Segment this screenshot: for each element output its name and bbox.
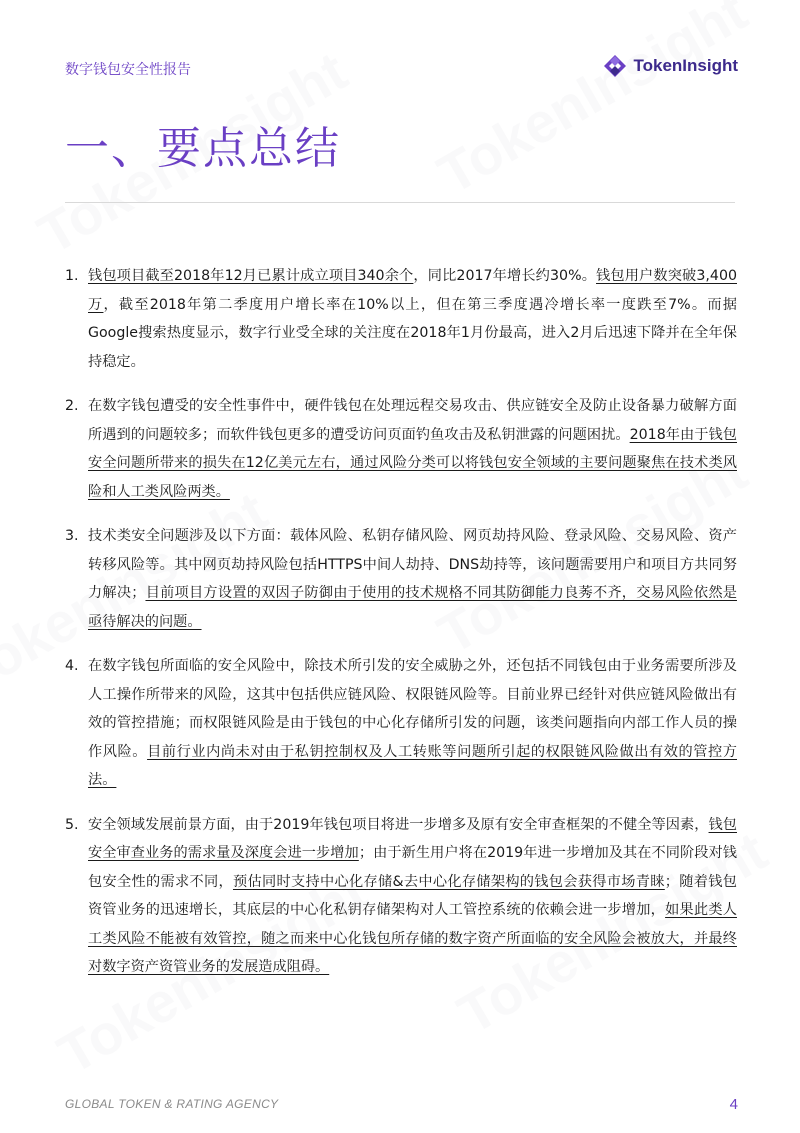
text-segment: 在数字钱包所面临的安全风险中，除技术所引发的安全威胁之外，还包括不同钱包由于业务需要所涉及人工操作所带来的风险，这其中包括供应链风险、权限链风险等。目前业界已经针对供应链风险做出有效的管控措施；而权限链风险是由于钱包的中心化存储所引发的问题，该类问题指向内部工作人员的操作风险。 xyxy=(88,658,737,760)
logo xyxy=(603,54,738,78)
item-text xyxy=(88,811,737,982)
highlighted-text: 钱包安全审查业务的需求量及深度会进一步增加 xyxy=(88,816,737,861)
list-item xyxy=(65,652,737,795)
text-segment: ，截至2018年第二季度用户增长率在10%以上，但在第三季度遇冷增长率一度跌至7%。而据Google搜索热度显示，数字行业受全球的关注度在2018年1月份最高，进入2月后迅速下降并在全年保持稳定。 xyxy=(88,296,737,370)
highlighted-text: 目前项目方设置的双因子防御由于使用的技术规格不同其防御能力良莠不齐，交易风险依然是亟待解决的问题。 xyxy=(88,585,737,630)
item-text xyxy=(88,262,737,376)
item-number: 3. xyxy=(65,528,79,544)
item-text xyxy=(88,392,737,506)
list-item xyxy=(65,262,737,376)
text-segment: 在数字钱包遭受的安全性事件中，硬件钱包在处理远程交易攻击、供应链安全及防止设备暴力破解方面所遇到的问题较多；而软件钱包更多的遭受访问页面钓鱼攻击及私钥泄露的问题困扰。 xyxy=(88,398,737,443)
item-number: 5. xyxy=(65,816,79,833)
footer-agency: GLOBAL TOKEN & RATING AGENCY xyxy=(65,1097,279,1111)
divider xyxy=(65,202,735,203)
highlighted-text: 2018年由于钱包安全问题所带来的损失在12亿美元左右，通过风险分类可以将钱包安全领域的主要问题聚焦在技术类风险和人工类风险两类。 xyxy=(88,426,737,500)
summary-list xyxy=(65,262,737,998)
list-item xyxy=(65,522,737,636)
page-number: 4 xyxy=(729,1096,738,1113)
highlighted-text: 钱包项目截至2018年12月已累计成立项目340余个 xyxy=(88,268,414,284)
highlighted-text: 目前行业内尚未对由于私钥控制权及人工转账等问题所引起的权限链风险做出有效的管控方法。 xyxy=(88,743,737,788)
text-segment: ；由于新生用户将在2019年进一步增加及其在不同阶段对钱包安全性的需求不同， xyxy=(88,845,737,890)
highlighted-text: 预估同时支持中心化存储&去中心化存储架构的钱包会获得市场青睐 xyxy=(232,873,665,890)
page-title: 一、要点总结 xyxy=(65,123,341,174)
item-text xyxy=(88,522,737,636)
list-item xyxy=(65,811,737,982)
document-title: 数字钱包安全性报告 xyxy=(65,62,191,78)
watermark xyxy=(427,0,758,207)
text-segment: ；随着钱包资管业务的迅速增长，其底层的中心化私钥存储架构对人工管控系统的依赖会进一步增加， xyxy=(88,873,737,918)
text-segment: ，同比2017年增长约30%。 xyxy=(413,268,597,284)
text-segment: 安全领域发展前景方面，由于2019年钱包项目将进一步增多及原有安全审查框架的不健全等因素， xyxy=(88,816,709,833)
list-item xyxy=(65,392,737,506)
item-text xyxy=(88,652,737,795)
text-segment: 技术类安全问题涉及以下方面：载体风险、私钥存储风险、网页劫持风险、登录风险、交易风险、资产转移风险等。其中网页劫持风险包括HTTPS中间人劫持、DNS劫持等，该问题需要用户和项目方共同努力解决； xyxy=(88,528,737,601)
item-number: 4. xyxy=(65,658,79,674)
item-number: 2. xyxy=(65,398,79,414)
highlighted-text: 钱包用户数突破3,400万 xyxy=(88,268,737,313)
highlighted-text: 如果此类人工类风险不能被有效管控，随之而来中心化钱包所存储的数字资产所面临的安全风险会被放大，并最终对数字资产资管业务的发展造成阻碍。 xyxy=(88,902,737,975)
logo-text: TokenInsight xyxy=(633,56,738,75)
tokeninsight-logo-icon xyxy=(603,54,627,78)
item-number: 1. xyxy=(65,268,79,284)
